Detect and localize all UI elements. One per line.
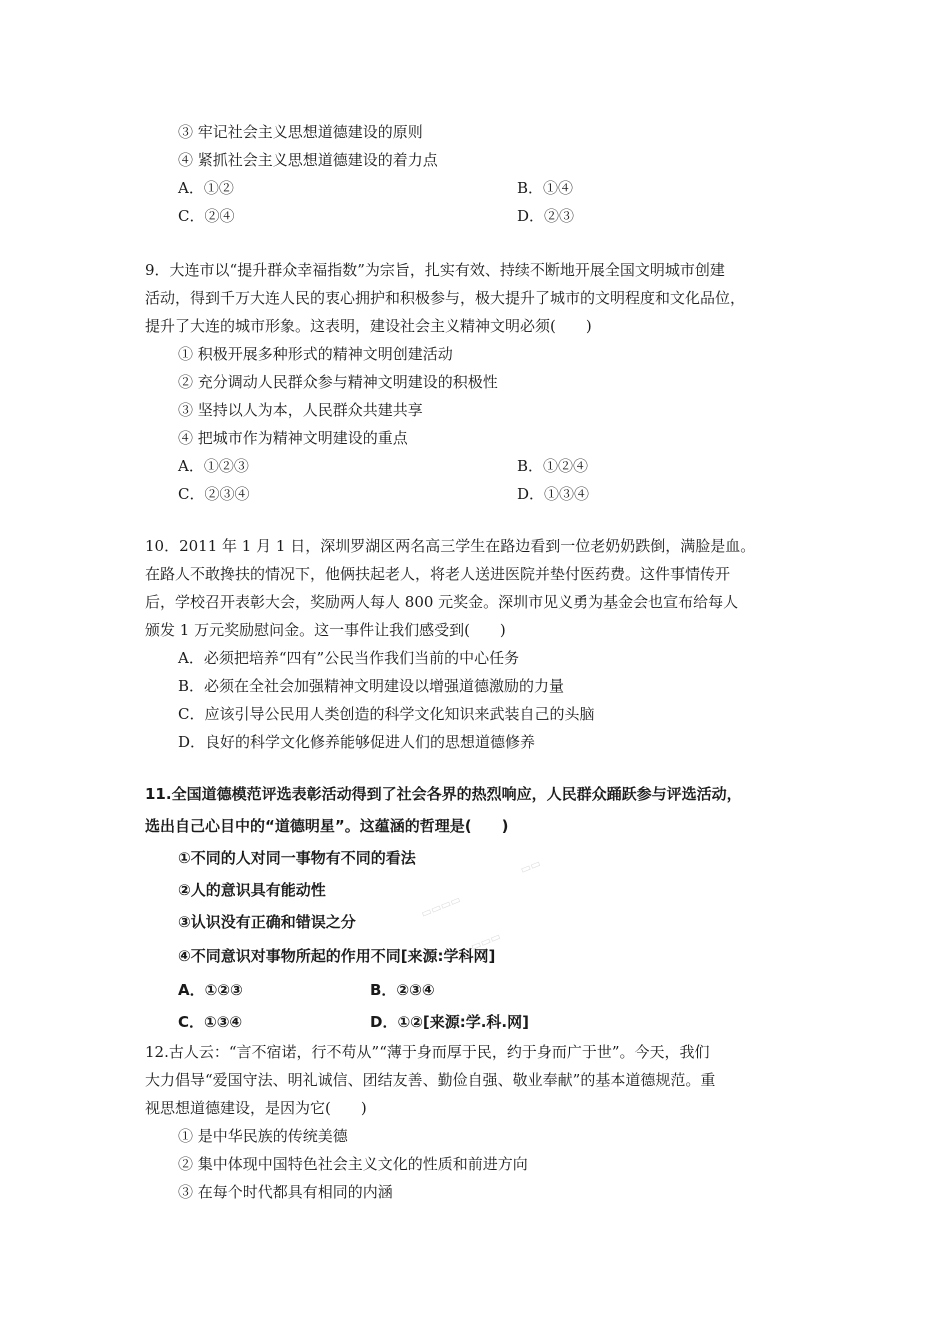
watermark-mark: ▭▭ <box>518 856 543 877</box>
q12-option-2: ② 集中体现中国特色社会主义文化的性质和前进方向 <box>178 1155 528 1173</box>
q12-stem-line-3: 视思想道德建设，是因为它( ) <box>145 1099 367 1117</box>
q8-choice-c: C．②④ <box>178 207 235 225</box>
q12-stem-line-1: 12.古人云：“言不宿诺，行不苟从”“薄于身而厚于民，约于身而广于世”。今天，我们 <box>145 1043 710 1061</box>
q11-choice-d: D．①②[来源:学.科.网] <box>370 1013 529 1031</box>
q8-choice-d: D．②③ <box>517 207 575 225</box>
q9-option-2: ② 充分调动人民群众参与精神文明建设的积极性 <box>178 373 498 391</box>
q10-choice-a: A．必须把培养“四有”公民当作我们当前的中心任务 <box>178 649 520 667</box>
q12-stem-line-2: 大力倡导“爱国守法、明礼诚信、团结友善、勤俭自强、敬业奉献”的基本道德规范。重 <box>145 1071 716 1089</box>
q9-choice-c: C．②③④ <box>178 485 250 503</box>
q10-choice-b: B．必须在全社会加强精神文明建设以增强道德激励的力量 <box>178 677 565 695</box>
q12-option-1: ① 是中华民族的传统美德 <box>178 1127 348 1145</box>
q8-choice-a: A．①② <box>178 179 234 197</box>
q11-choice-b: B．②③④ <box>370 981 435 999</box>
q9-choice-b: B．①②④ <box>517 457 589 475</box>
q10-stem-line-4: 颁发 1 万元奖励慰问金。这一事件让我们感受到( ) <box>145 621 506 639</box>
q11-stem-line-2: 选出自己心目中的“道德明星”。这蕴涵的哲理是( ) <box>145 817 509 835</box>
watermark-mark: ▭▭▭▭ <box>419 892 463 921</box>
q12-option-3: ③ 在每个时代都具有相同的内涵 <box>178 1183 393 1201</box>
q11-choice-a: A．①②③ <box>178 981 243 999</box>
q10-stem-line-2: 在路人不敢搀扶的情况下，他俩扶起老人，将老人送进医院并垫付医药费。这件事情传开 <box>145 565 731 583</box>
q9-option-3: ③ 坚持以人为本，人民群众共建共享 <box>178 401 423 419</box>
q11-option-1: ①不同的人对同一事物有不同的看法 <box>178 849 416 867</box>
q9-stem-line-2: 活动，得到千万大连人民的衷心拥护和积极参与，极大提升了城市的文明程度和文化品位， <box>145 289 746 307</box>
q9-option-1: ① 积极开展多种形式的精神文明创建活动 <box>178 345 453 363</box>
q9-stem-line-3: 提升了大连的城市形象。这表明，建设社会主义精神文明必须( ) <box>145 317 592 335</box>
q9-stem-line-1: 9．大连市以“提升群众幸福指数”为宗旨，扎实有效、持续不断地开展全国文明城市创建 <box>145 261 725 279</box>
q11-option-2: ②人的意识具有能动性 <box>178 881 326 899</box>
q11-option-4: ④不同意识对事物所起的作用不同[来源:学科网] <box>178 947 496 965</box>
q9-choice-a: A．①②③ <box>178 457 249 475</box>
q11-option-3: ③认识没有正确和错误之分 <box>178 913 356 931</box>
q8-choice-b: B．①④ <box>517 179 574 197</box>
q11-choice-c: C．①③④ <box>178 1013 243 1031</box>
q9-choice-d: D．①③④ <box>517 485 590 503</box>
watermark-mark: ▭▭▭ <box>468 929 503 954</box>
q10-stem-line-3: 后，学校召开表彰大会，奖励两人每人 800 元奖金。深圳市见义勇为基金会也宣布给每人 <box>145 593 739 611</box>
q10-choice-c: C．应该引导公民用人类创造的科学文化知识来武装自己的头脑 <box>178 705 595 723</box>
q9-option-4: ④ 把城市作为精神文明建设的重点 <box>178 429 408 447</box>
q10-stem-line-1: 10．2011 年 1 月 1 日，深圳罗湖区两名高三学生在路边看到一位老奶奶跌倒，满脸是血。 <box>145 537 756 555</box>
q10-choice-d: D．良好的科学文化修养能够促进人们的思想道德修养 <box>178 733 536 751</box>
q11-stem-line-1: 11.全国道德模范评选表彰活动得到了社会各界的热烈响应，人民群众踊跃参与评选活动， <box>145 785 742 803</box>
q8-option-3: ③ 牢记社会主义思想道德建设的原则 <box>178 123 423 141</box>
q8-option-4: ④ 紧抓社会主义思想道德建设的着力点 <box>178 151 438 169</box>
